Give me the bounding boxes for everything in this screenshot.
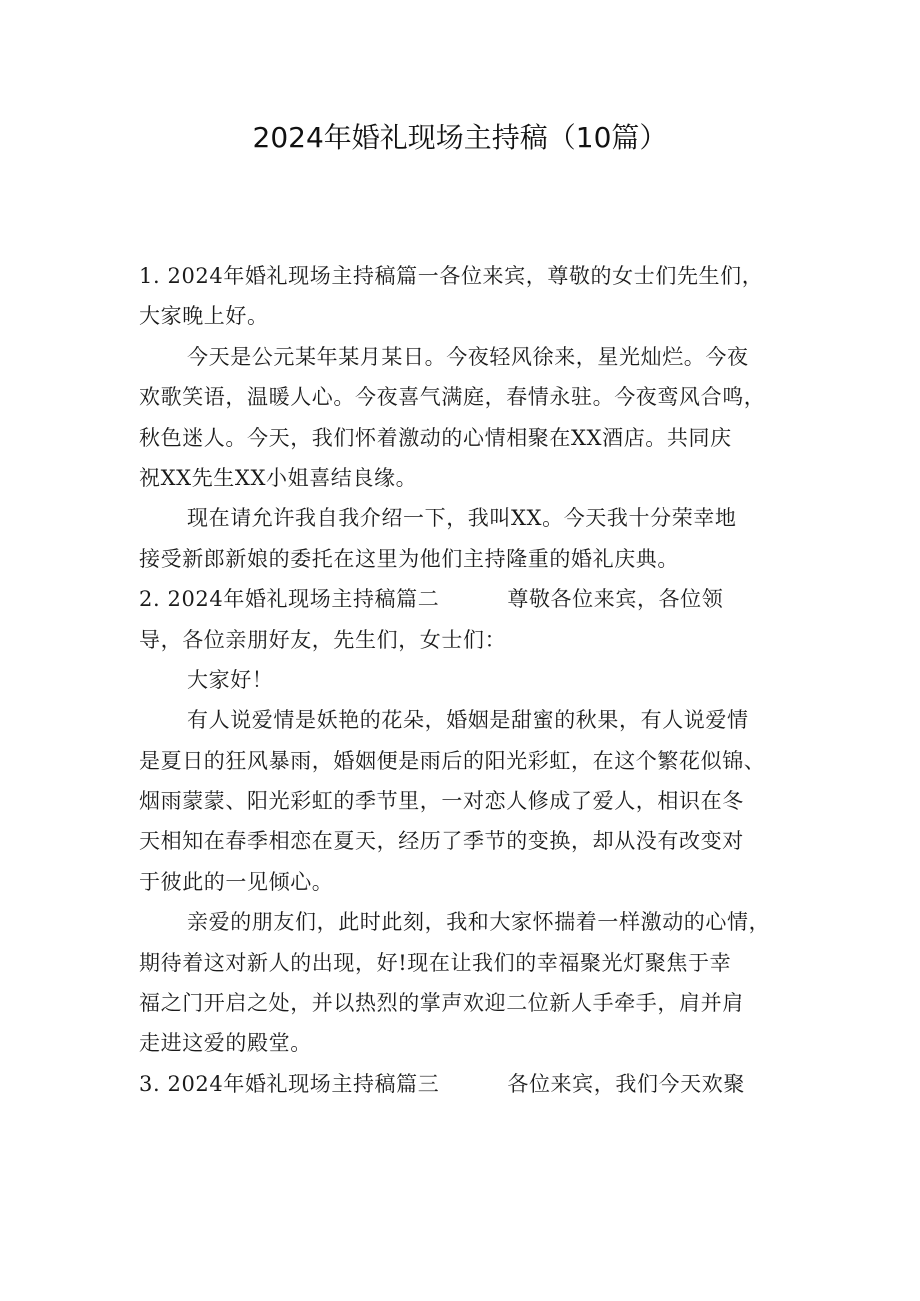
text-line: 大家晚上好。 — [139, 304, 269, 329]
text-line: 是夏日的狂风暴雨，婚姻便是雨后的阳光彩虹，在这个繁花似锦、 — [139, 748, 766, 773]
section-heading-line — [139, 1064, 799, 1104]
section-heading: 2. 2024年婚礼现场主持稿篇二 — [139, 587, 440, 612]
section-heading: 3. 2024年婚礼现场主持稿篇三 — [139, 1071, 440, 1096]
section-opening: 尊敬各位来宾，各位领 — [507, 587, 724, 612]
text-line: 导，各位亲朋好友，先生们，女士们： — [139, 627, 507, 652]
text-line: 福之门开启之处，并以热烈的掌声欢迎二位新人手牵手，肩并肩 — [139, 991, 744, 1016]
text-line: 1. 2024年婚礼现场主持稿篇一各位来宾，尊敬的女士们先生们， — [139, 264, 764, 288]
text-line: 烟雨蒙蒙、阳光彩虹的季节里，一对恋人修成了爱人，相识在冬 — [139, 789, 744, 814]
text-line: 于彼此的一见倾心。 — [139, 869, 334, 894]
section-heading-line — [139, 579, 799, 619]
text-line: 走进这爱的殿堂。 — [139, 1031, 312, 1056]
text-line: 接受新郎新娘的委托在这里为他们主持隆重的婚礼庆典。 — [139, 546, 679, 571]
document-title: 2024年婚礼现场主持稿（10篇） — [252, 121, 668, 154]
paragraph-line: 有人说爱情是妖艳的花朵，婚姻是甜蜜的秋果，有人说爱情 — [187, 708, 749, 733]
text-line: 祝XX先生XX小姐喜结良缘。 — [139, 465, 418, 490]
paragraph-line: 大家好！ — [187, 667, 274, 692]
section-opening: 各位来宾，我们今天欢聚 — [507, 1071, 745, 1096]
text-line: 欢歌笑语，温暖人心。今夜喜气满庭，春情永驻。今夜鸾风合鸣， — [139, 385, 766, 410]
document-body — [139, 256, 799, 1104]
paragraph-line: 现在请允许我自我介绍一下，我叫XX。今天我十分荣幸地 — [187, 506, 737, 531]
text-line: 天相知在春季相恋在夏天，经历了季节的变换，却从没有改变对 — [139, 829, 744, 854]
text-line: 期待着这对新人的出现，好!现在让我们的幸福聚光灯聚焦于幸 — [139, 950, 732, 975]
paragraph-line: 亲爱的朋友们，此时此刻，我和大家怀揣着一样激动的心情， — [187, 910, 771, 935]
paragraph-line: 今天是公元某年某月某日。今夜轻风徐来，星光灿烂。今夜 — [187, 344, 749, 369]
text-line: 秋色迷人。今天，我们怀着激动的心情相聚在XX酒店。共同庆 — [139, 425, 732, 450]
